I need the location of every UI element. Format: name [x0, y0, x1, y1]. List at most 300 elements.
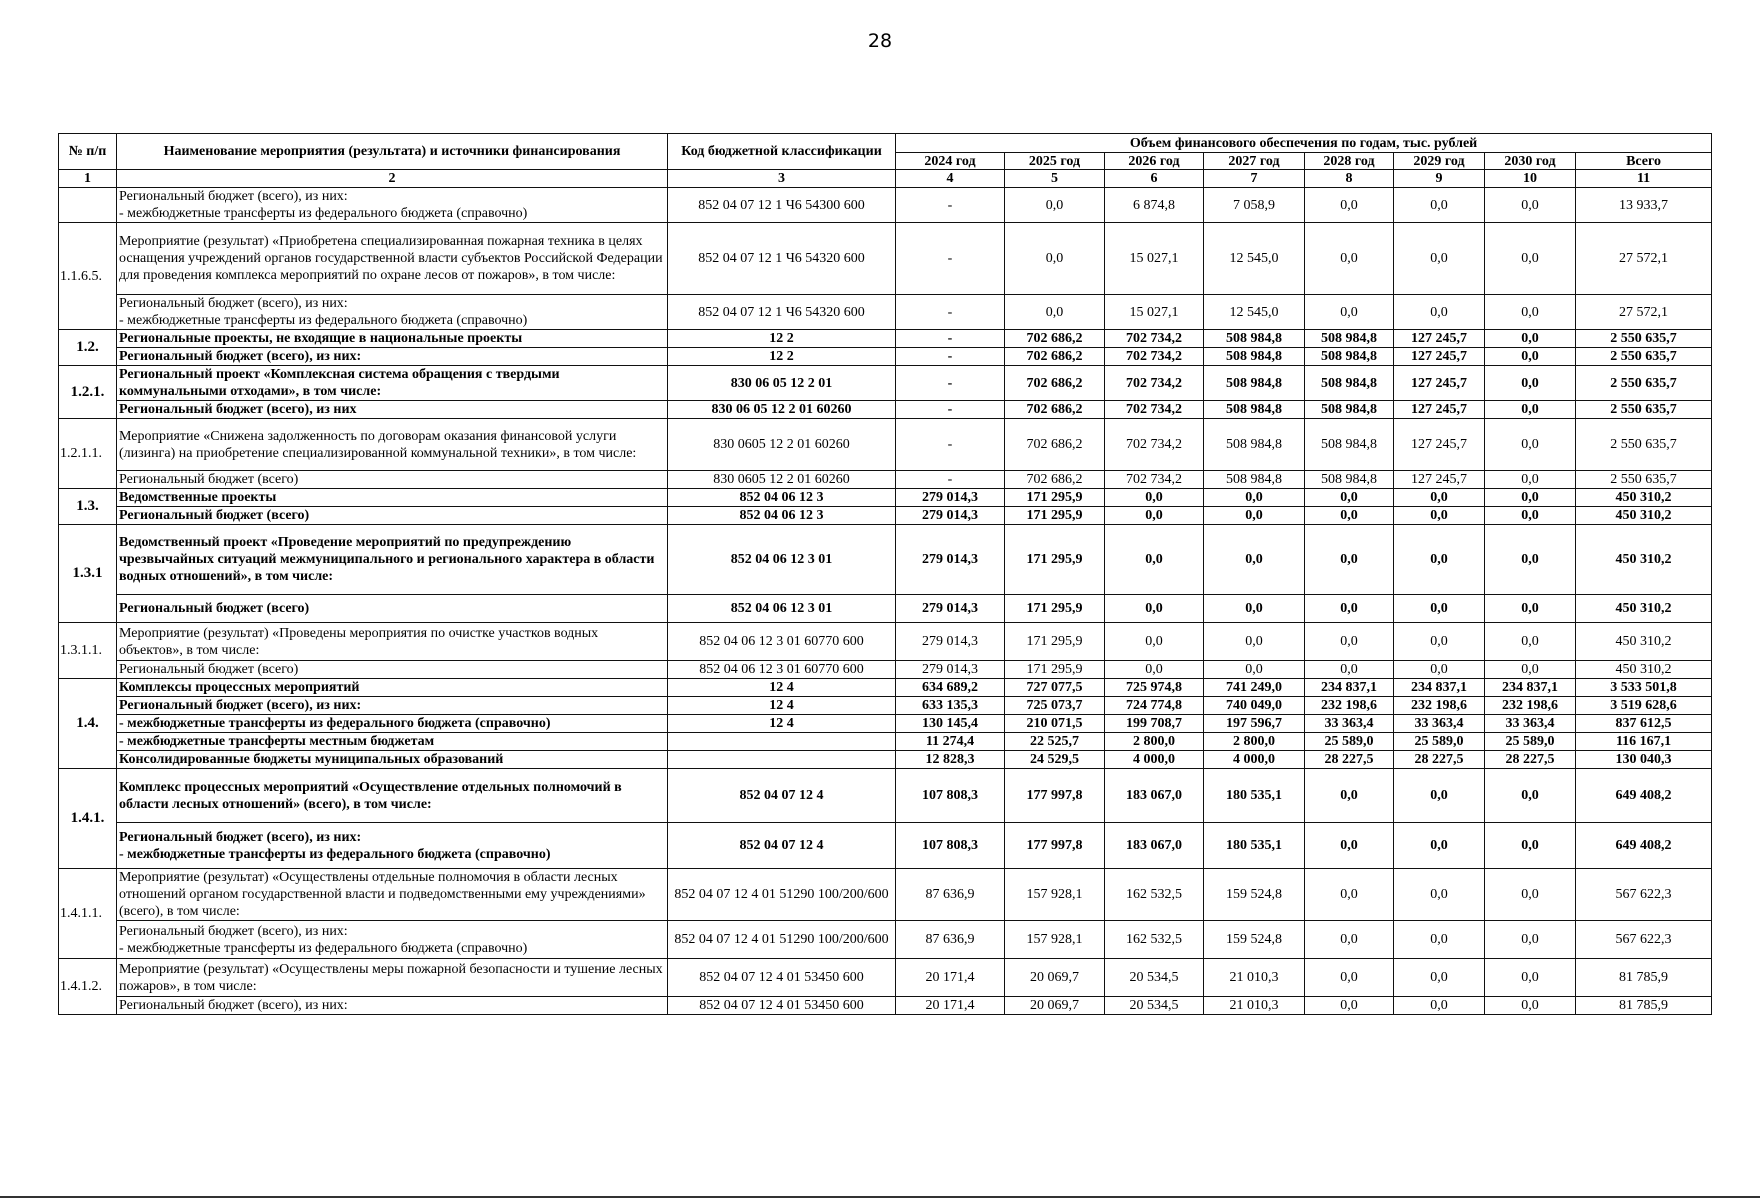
budget-code: 852 04 07 12 4	[668, 769, 896, 823]
year-value: 4 000,0	[1105, 751, 1204, 769]
table-row	[59, 697, 1712, 715]
year-value: 724 774,8	[1105, 697, 1204, 715]
year-value: 0,0	[1394, 595, 1485, 623]
year-value: 0,0	[1394, 525, 1485, 595]
total-value: 81 785,9	[1576, 997, 1712, 1015]
year-value: 180 535,1	[1204, 823, 1305, 869]
year-value: 0,0	[1305, 223, 1394, 295]
total-value: 450 310,2	[1576, 661, 1712, 679]
total-value: 450 310,2	[1576, 595, 1712, 623]
table-row	[59, 295, 1712, 330]
year-value: 279 014,3	[896, 661, 1005, 679]
year-value: 20 069,7	[1005, 997, 1105, 1015]
year-value: 0,0	[1305, 595, 1394, 623]
row-name: Комплексы процессных мероприятий	[117, 679, 668, 697]
row-name: Региональный бюджет (всего)	[117, 661, 668, 679]
row-name: Региональный бюджет (всего), из них: - межбюджетные трансферты из федерального бюджета (справочно)	[117, 823, 668, 869]
year-value: 702 686,2	[1005, 401, 1105, 419]
year-value: 0,0	[1305, 823, 1394, 869]
page-number: 28	[867, 30, 893, 52]
total-value: 2 550 635,7	[1576, 401, 1712, 419]
year-value: 2 800,0	[1105, 733, 1204, 751]
budget-code: 852 04 06 12 3 01 60770 600	[668, 623, 896, 661]
year-value: 0,0	[1485, 366, 1576, 401]
year-value: -	[896, 295, 1005, 330]
year-value: 702 686,2	[1005, 419, 1105, 471]
year-value: 0,0	[1105, 489, 1204, 507]
year-value: 183 067,0	[1105, 823, 1204, 869]
year-value: 0,0	[1485, 661, 1576, 679]
year-value: 177 997,8	[1005, 769, 1105, 823]
year-value: 702 734,2	[1105, 471, 1204, 489]
year-value: 508 984,8	[1305, 471, 1394, 489]
row-name: Региональный бюджет (всего), из них: - межбюджетные трансферты из федерального бюджета (справочно)	[117, 921, 668, 959]
total-value: 2 550 635,7	[1576, 366, 1712, 401]
budget-code: 852 04 07 12 4 01 53450 600	[668, 959, 896, 997]
row-name: Комплекс процессных мероприятий «Осуществление отдельных полномочий в области лесных отношений» (всего), в том числе:	[117, 769, 668, 823]
col-index: 1	[59, 170, 117, 188]
row-name: Региональный бюджет (всего), из них:	[117, 697, 668, 715]
total-value: 116 167,1	[1576, 733, 1712, 751]
row-number: 1.3.1.1.	[59, 623, 117, 679]
year-value: 157 928,1	[1005, 921, 1105, 959]
year-value: 0,0	[1204, 661, 1305, 679]
year-value: 107 808,3	[896, 769, 1005, 823]
year-value: 15 027,1	[1105, 295, 1204, 330]
year-value: 0,0	[1305, 623, 1394, 661]
table-row	[59, 959, 1712, 997]
year-value: 0,0	[1394, 997, 1485, 1015]
year-value: 0,0	[1394, 921, 1485, 959]
year-value: 0,0	[1394, 223, 1485, 295]
table-row	[59, 661, 1712, 679]
year-value: 0,0	[1204, 507, 1305, 525]
col-index: 10	[1485, 170, 1576, 188]
year-value: 159 524,8	[1204, 921, 1305, 959]
year-value: 725 974,8	[1105, 679, 1204, 697]
total-value: 450 310,2	[1576, 623, 1712, 661]
year-value: 508 984,8	[1305, 348, 1394, 366]
year-value: 279 014,3	[896, 623, 1005, 661]
year-value: 171 295,9	[1005, 507, 1105, 525]
year-value: 0,0	[1305, 661, 1394, 679]
year-value: 177 997,8	[1005, 823, 1105, 869]
year-value: 234 837,1	[1394, 679, 1485, 697]
year-value: 0,0	[1485, 489, 1576, 507]
year-value: 4 000,0	[1204, 751, 1305, 769]
budget-code: 852 04 06 12 3	[668, 489, 896, 507]
year-value: 0,0	[1485, 869, 1576, 921]
total-value: 27 572,1	[1576, 223, 1712, 295]
year-value: 157 928,1	[1005, 869, 1105, 921]
year-value: 171 295,9	[1005, 525, 1105, 595]
year-value: 25 589,0	[1305, 733, 1394, 751]
year-value: 20 171,4	[896, 997, 1005, 1015]
year-value: 0,0	[1105, 507, 1204, 525]
year-value: 508 984,8	[1204, 401, 1305, 419]
year-value: 0,0	[1305, 959, 1394, 997]
year-value: 702 686,2	[1005, 471, 1105, 489]
year-value: 0,0	[1204, 623, 1305, 661]
budget-code: 852 04 06 12 3	[668, 507, 896, 525]
year-value: 33 363,4	[1394, 715, 1485, 733]
year-value: 2 800,0	[1204, 733, 1305, 751]
table-row	[59, 921, 1712, 959]
year-value: 508 984,8	[1305, 366, 1394, 401]
year-value: 11 274,4	[896, 733, 1005, 751]
year-value: 0,0	[1485, 401, 1576, 419]
row-number	[59, 188, 117, 223]
year-value: 183 067,0	[1105, 769, 1204, 823]
year-value: 740 049,0	[1204, 697, 1305, 715]
year-value: 702 734,2	[1105, 330, 1204, 348]
year-value: 0,0	[1305, 769, 1394, 823]
year-value: 127 245,7	[1394, 366, 1485, 401]
year-value: 702 734,2	[1105, 419, 1204, 471]
year-value: -	[896, 188, 1005, 223]
year-value: 0,0	[1394, 188, 1485, 223]
year-value: -	[896, 401, 1005, 419]
year-value: 508 984,8	[1305, 419, 1394, 471]
budget-code: 852 04 07 12 1 Ч6 54300 600	[668, 188, 896, 223]
year-value: 702 686,2	[1005, 348, 1105, 366]
row-name: - межбюджетные трансферты местным бюджетам	[117, 733, 668, 751]
row-name: Мероприятие (результат) «Приобретена специализированная пожарная техника в целях оснащения учреждений органов государственной власти субъектов Российской Федерации для проведения комплекса мероприятий по охране лесов от пожаров», в том числе:	[117, 223, 668, 295]
year-value: 20 069,7	[1005, 959, 1105, 997]
budget-code: 852 04 07 12 4 01 53450 600	[668, 997, 896, 1015]
col-index: 9	[1394, 170, 1485, 188]
budget-code: 852 04 07 12 4 01 51290 100/200/600	[668, 869, 896, 921]
year-value: 25 589,0	[1485, 733, 1576, 751]
table-row	[59, 715, 1712, 733]
total-value: 837 612,5	[1576, 715, 1712, 733]
year-value: 20 171,4	[896, 959, 1005, 997]
year-value: 33 363,4	[1305, 715, 1394, 733]
total-value: 649 408,2	[1576, 769, 1712, 823]
year-value: 0,0	[1485, 959, 1576, 997]
total-value: 567 622,3	[1576, 921, 1712, 959]
year-value: 127 245,7	[1394, 330, 1485, 348]
table-row	[59, 366, 1712, 401]
year-value: 0,0	[1305, 921, 1394, 959]
row-number: 1.3.1	[59, 525, 117, 623]
header-year: 2028 год	[1305, 153, 1394, 170]
year-value: -	[896, 223, 1005, 295]
year-value: 25 589,0	[1394, 733, 1485, 751]
year-value: 279 014,3	[896, 507, 1005, 525]
year-value: 28 227,5	[1394, 751, 1485, 769]
year-value: 0,0	[1394, 295, 1485, 330]
row-name: Мероприятие (результат) «Осуществлены отдельные полномочия в области лесных отношений органом государственной власти и подведомственными ему учреждениями» (всего), в том числе:	[117, 869, 668, 921]
table-row	[59, 769, 1712, 823]
year-value: 107 808,3	[896, 823, 1005, 869]
year-value: 702 734,2	[1105, 366, 1204, 401]
year-value: 199 708,7	[1105, 715, 1204, 733]
year-value: 0,0	[1204, 525, 1305, 595]
header-volume: Объем финансового обеспечения по годам, тыс. рублей	[896, 134, 1712, 153]
row-name: Региональный бюджет (всего)	[117, 507, 668, 525]
row-name: Ведомственные проекты	[117, 489, 668, 507]
year-value: 87 636,9	[896, 869, 1005, 921]
year-value: 0,0	[1485, 921, 1576, 959]
year-value: 702 686,2	[1005, 366, 1105, 401]
year-value: -	[896, 366, 1005, 401]
year-value: 21 010,3	[1204, 997, 1305, 1015]
year-value: 0,0	[1305, 507, 1394, 525]
year-value: 0,0	[1394, 507, 1485, 525]
year-value: 20 534,5	[1105, 959, 1204, 997]
year-value: 0,0	[1485, 348, 1576, 366]
year-value: 0,0	[1485, 623, 1576, 661]
year-value: 741 249,0	[1204, 679, 1305, 697]
year-value: 0,0	[1485, 595, 1576, 623]
col-index: 8	[1305, 170, 1394, 188]
table-row	[59, 401, 1712, 419]
total-value: 130 040,3	[1576, 751, 1712, 769]
year-value: 508 984,8	[1204, 366, 1305, 401]
col-index: 2	[117, 170, 668, 188]
year-value: 0,0	[1394, 489, 1485, 507]
year-value: 702 734,2	[1105, 401, 1204, 419]
year-value: 127 245,7	[1394, 401, 1485, 419]
year-value: 633 135,3	[896, 697, 1005, 715]
budget-code: 12 4	[668, 715, 896, 733]
year-value: 0,0	[1485, 295, 1576, 330]
year-value: 0,0	[1305, 997, 1394, 1015]
year-value: 15 027,1	[1105, 223, 1204, 295]
table-row	[59, 679, 1712, 697]
row-number: 1.2.1.1.	[59, 419, 117, 489]
year-value: 0,0	[1305, 525, 1394, 595]
total-value: 450 310,2	[1576, 489, 1712, 507]
header-no: № п/п	[59, 134, 117, 170]
year-value: 0,0	[1394, 869, 1485, 921]
year-value: 279 014,3	[896, 595, 1005, 623]
table-row	[59, 507, 1712, 525]
table-row	[59, 869, 1712, 921]
row-number: 1.1.6.5.	[59, 223, 117, 330]
year-value: 0,0	[1485, 471, 1576, 489]
header-code: Код бюджетной классификации	[668, 134, 896, 170]
row-number: 1.2.	[59, 330, 117, 366]
year-value: 0,0	[1005, 188, 1105, 223]
header-year: 2029 год	[1394, 153, 1485, 170]
budget-code: 12 4	[668, 679, 896, 697]
budget-code: 852 04 07 12 1 Ч6 54320 600	[668, 223, 896, 295]
total-value: 2 550 635,7	[1576, 471, 1712, 489]
year-value: 171 295,9	[1005, 489, 1105, 507]
col-index: 11	[1576, 170, 1712, 188]
table-row	[59, 348, 1712, 366]
budget-code: 830 06 05 12 2 01 60260	[668, 401, 896, 419]
year-value: 702 686,2	[1005, 330, 1105, 348]
table-row	[59, 623, 1712, 661]
year-value: 0,0	[1485, 419, 1576, 471]
year-value: 232 198,6	[1394, 697, 1485, 715]
year-value: 0,0	[1005, 223, 1105, 295]
year-value: 12 545,0	[1204, 223, 1305, 295]
table-row	[59, 751, 1712, 769]
table-row	[59, 471, 1712, 489]
total-value: 3 533 501,8	[1576, 679, 1712, 697]
total-value: 13 933,7	[1576, 188, 1712, 223]
row-number: 1.3.	[59, 489, 117, 525]
year-value: 508 984,8	[1305, 401, 1394, 419]
budget-code: 852 04 07 12 4 01 51290 100/200/600	[668, 921, 896, 959]
year-value: -	[896, 348, 1005, 366]
year-value: 197 596,7	[1204, 715, 1305, 733]
year-value: 232 198,6	[1485, 697, 1576, 715]
budget-code: 830 0605 12 2 01 60260	[668, 471, 896, 489]
year-value: 0,0	[1485, 525, 1576, 595]
total-value: 2 550 635,7	[1576, 348, 1712, 366]
col-index: 3	[668, 170, 896, 188]
budget-code: 12 4	[668, 697, 896, 715]
table-row	[59, 733, 1712, 751]
year-value: -	[896, 419, 1005, 471]
year-value: 634 689,2	[896, 679, 1005, 697]
year-value: 87 636,9	[896, 921, 1005, 959]
year-value: 28 227,5	[1485, 751, 1576, 769]
row-name: Региональный бюджет (всего)	[117, 595, 668, 623]
year-value: 508 984,8	[1204, 330, 1305, 348]
year-value: 6 874,8	[1105, 188, 1204, 223]
year-value: 725 073,7	[1005, 697, 1105, 715]
year-value: 727 077,5	[1005, 679, 1105, 697]
budget-code: 830 0605 12 2 01 60260	[668, 419, 896, 471]
year-value: 0,0	[1485, 507, 1576, 525]
total-value: 567 622,3	[1576, 869, 1712, 921]
year-value: 22 525,7	[1005, 733, 1105, 751]
year-value: 279 014,3	[896, 525, 1005, 595]
year-value: 33 363,4	[1485, 715, 1576, 733]
year-value: 127 245,7	[1394, 471, 1485, 489]
year-value: 0,0	[1394, 623, 1485, 661]
column-index-row	[59, 170, 1712, 188]
year-value: 508 984,8	[1204, 348, 1305, 366]
table-row	[59, 997, 1712, 1015]
year-value: 0,0	[1305, 869, 1394, 921]
budget-code: 852 04 06 12 3 01	[668, 525, 896, 595]
row-name: Мероприятие (результат) «Осуществлены меры пожарной безопасности и тушение лесных пожаров», в том числе:	[117, 959, 668, 997]
page-bottom-rule	[0, 1196, 1760, 1198]
table-row	[59, 330, 1712, 348]
row-name: Мероприятие «Снижена задолженность по договорам оказания финансовой услуги (лизинга) на приобретение специализированной коммунальной техники», в том числе:	[117, 419, 668, 471]
total-value: 450 310,2	[1576, 507, 1712, 525]
year-value: 0,0	[1485, 223, 1576, 295]
funding-table	[58, 133, 1712, 1015]
row-name: Региональный бюджет (всего), из них:	[117, 348, 668, 366]
year-value: 0,0	[1105, 525, 1204, 595]
row-name: Региональный бюджет (всего), из них: - межбюджетные трансферты из федерального бюджета (справочно)	[117, 188, 668, 223]
year-value: 0,0	[1485, 330, 1576, 348]
col-index: 7	[1204, 170, 1305, 188]
year-value: 171 295,9	[1005, 623, 1105, 661]
budget-code	[668, 751, 896, 769]
year-value: 0,0	[1305, 489, 1394, 507]
header-year: 2025 год	[1005, 153, 1105, 170]
table-row	[59, 188, 1712, 223]
year-value: 0,0	[1394, 769, 1485, 823]
total-value: 450 310,2	[1576, 525, 1712, 595]
budget-code: 12 2	[668, 348, 896, 366]
year-value: 508 984,8	[1305, 330, 1394, 348]
total-value: 2 550 635,7	[1576, 419, 1712, 471]
budget-code: 830 06 05 12 2 01	[668, 366, 896, 401]
row-number: 1.4.1.2.	[59, 959, 117, 1015]
col-index: 4	[896, 170, 1005, 188]
year-value: 162 532,5	[1105, 869, 1204, 921]
year-value: 20 534,5	[1105, 997, 1204, 1015]
row-number: 1.4.1.	[59, 769, 117, 869]
year-value: 234 837,1	[1485, 679, 1576, 697]
year-value: 0,0	[1394, 959, 1485, 997]
row-name: Региональный бюджет (всего)	[117, 471, 668, 489]
year-value: 171 295,9	[1005, 661, 1105, 679]
row-name: - межбюджетные трансферты из федерального бюджета (справочно)	[117, 715, 668, 733]
row-name: Региональные проекты, не входящие в национальные проекты	[117, 330, 668, 348]
row-number: 1.2.1.	[59, 366, 117, 419]
year-value: 232 198,6	[1305, 697, 1394, 715]
total-value: 3 519 628,6	[1576, 697, 1712, 715]
year-value: 130 145,4	[896, 715, 1005, 733]
year-value: 0,0	[1394, 823, 1485, 869]
row-number: 1.4.1.1.	[59, 869, 117, 959]
year-value: 171 295,9	[1005, 595, 1105, 623]
budget-code: 852 04 06 12 3 01 60770 600	[668, 661, 896, 679]
row-name: Мероприятие (результат) «Проведены мероприятия по очистке участков водных объектов», в том числе:	[117, 623, 668, 661]
table-row	[59, 595, 1712, 623]
year-value: 162 532,5	[1105, 921, 1204, 959]
year-value: 0,0	[1105, 661, 1204, 679]
col-index: 5	[1005, 170, 1105, 188]
total-value: 649 408,2	[1576, 823, 1712, 869]
budget-code: 12 2	[668, 330, 896, 348]
year-value: 0,0	[1005, 295, 1105, 330]
year-value: 21 010,3	[1204, 959, 1305, 997]
year-value: 234 837,1	[1305, 679, 1394, 697]
year-value: 7 058,9	[1204, 188, 1305, 223]
total-value: 27 572,1	[1576, 295, 1712, 330]
row-name: Региональный бюджет (всего), из них: - межбюджетные трансферты из федерального бюджета (справочно)	[117, 295, 668, 330]
table-row	[59, 223, 1712, 295]
row-name: Региональный бюджет (всего), из них	[117, 401, 668, 419]
year-value: 180 535,1	[1204, 769, 1305, 823]
year-value: 0,0	[1305, 188, 1394, 223]
header-year: 2027 год	[1204, 153, 1305, 170]
year-value: 127 245,7	[1394, 419, 1485, 471]
year-value: 0,0	[1394, 661, 1485, 679]
row-name: Региональный бюджет (всего), из них:	[117, 997, 668, 1015]
year-value: 0,0	[1204, 595, 1305, 623]
year-value: 279 014,3	[896, 489, 1005, 507]
header-name: Наименование мероприятия (результата) и источники финансирования	[117, 134, 668, 170]
year-value: -	[896, 330, 1005, 348]
year-value: 0,0	[1485, 769, 1576, 823]
year-value: 0,0	[1105, 623, 1204, 661]
row-number: 1.4.	[59, 679, 117, 769]
year-value: -	[896, 471, 1005, 489]
year-value: 0,0	[1485, 823, 1576, 869]
header-year: 2026 год	[1105, 153, 1204, 170]
row-name: Региональный проект «Комплексная система обращения с твердыми коммунальными отходами», в том числе:	[117, 366, 668, 401]
year-value: 702 734,2	[1105, 348, 1204, 366]
year-value: 508 984,8	[1204, 471, 1305, 489]
budget-code	[668, 733, 896, 751]
year-value: 0,0	[1105, 595, 1204, 623]
year-value: 210 071,5	[1005, 715, 1105, 733]
year-value: 0,0	[1485, 997, 1576, 1015]
